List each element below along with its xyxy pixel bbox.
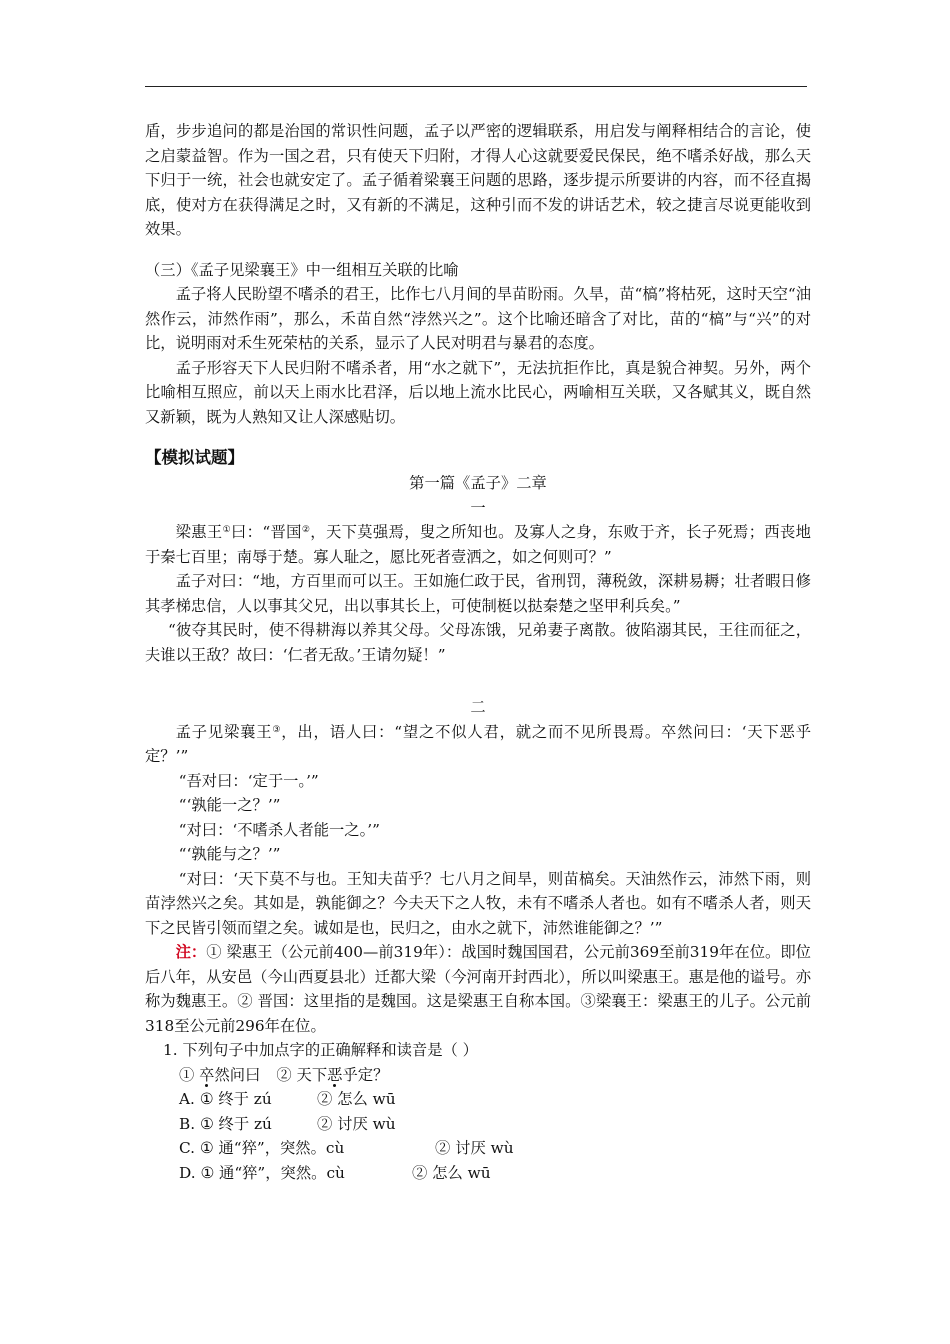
item-text: ② 天下 bbox=[276, 1065, 328, 1084]
option-c[interactable] bbox=[145, 1136, 811, 1161]
notes-paragraph bbox=[145, 940, 811, 1038]
part1-paragraph-3: “彼夺其民时，使不得耕海以养其父母。父母冻饿，兄弟妻子离散。彼陷溺其民，王往而征之，夫谁以王敌？故曰：‘仁者无敌。’王请勿疑！” bbox=[145, 621, 811, 664]
part2-line-5: “‘孰能与之？’” bbox=[178, 845, 281, 863]
option-d-part2: ② 怎么 wū bbox=[412, 1163, 491, 1182]
section3-title: （三）《孟子见梁襄王》中一组相互关联的比喻 bbox=[145, 260, 459, 279]
section3-paragraph-2: 孟子形容天下人民归附不嗜杀者，用“水之就下”，无法抗拒作比，真是貌合神契。另外，两个比喻相互照应，前以天上雨水比君泽，后以地上流水比民心，两喻相互关联，又各赋其义，既自然又新颖，既为人熟知又让人深感贴切。 bbox=[145, 358, 811, 426]
option-b-part2: ② 讨厌 wù bbox=[317, 1114, 396, 1133]
dotted-char: 恶 bbox=[327, 1065, 343, 1084]
part2-line-2: “吾对曰：‘定于一。’” bbox=[178, 771, 319, 790]
part2-paragraph-6: “对曰：‘天下莫不与也。王知夫苗乎？七八月之间旱，则苗槁矣。天油然作云，沛然下雨，则苗浡然兴之矣。其如是，孰能御之？今夫天下之人牧，未有不嗜杀人者也。如有不嗜杀人者，则天下之民皆引领而望之矣。诚如是也，民归之，由水之就下，沛然谁能御之？’” bbox=[145, 869, 811, 937]
option-c-part1: C. ① 通“猝”，突然。cù bbox=[179, 1139, 345, 1157]
intro-paragraph: 盾，步步追问的都是治国的常识性问题，孟子以严密的逻辑联系，用启发与阐释相结合的言论，使之启蒙益智。作为一国之君，只有使天下归附，才得人心这就要爱民保民，绝不嗜杀好战，那么天下归于一统，社会也就安定了。孟子循着梁襄王问题的思路，逐步提示所要讲的内容，而不径直揭底，使对方在获得满足之时，又有新的不满足，这种引而不发的讲话艺术，较之捷言尽说更能收到效果。 bbox=[145, 122, 811, 238]
footnote-ref-1: ① bbox=[222, 525, 232, 535]
part1-text: ，天下莫强焉，叟之所知也。及寡人之身，东败于齐，长子死焉；西丧地于秦七百里；南辱于楚。寡人耻之，愿比死者壹洒之，如之何则可？” bbox=[145, 523, 811, 566]
option-a-part1: A. ① 终于 zú bbox=[179, 1090, 272, 1108]
option-d[interactable] bbox=[145, 1161, 811, 1186]
notes-label: 注： bbox=[175, 943, 207, 961]
part2-text: ，出，语人曰：“望之不似人君，就之而不见所畏焉。卒然问曰：‘天下恶乎定？’” bbox=[145, 722, 811, 765]
option-b[interactable] bbox=[145, 1112, 811, 1137]
footnote-ref-3: ③ bbox=[272, 724, 282, 735]
item-text: ① bbox=[179, 1065, 200, 1084]
header-rule bbox=[145, 86, 807, 87]
item-text: 然问曰 bbox=[214, 1065, 261, 1084]
part1-paragraph-2: 孟子对曰：“地，方百里而可以王。王如施仁政于民，省刑罚，薄税敛，深耕易耨；壮者暇日修其孝梯忠信，人以事其父兄，出以事其长上，可使制梃以挞秦楚之坚甲利兵矣。” bbox=[145, 572, 811, 615]
part2-line-3: “‘孰能一之？’” bbox=[178, 796, 281, 814]
option-d-part1: D. ① 通“猝”，突然。cù bbox=[179, 1163, 345, 1182]
option-a-part2: ② 怎么 wū bbox=[317, 1090, 396, 1108]
part2-paragraph-1 bbox=[145, 720, 811, 769]
item-text: 乎定？ bbox=[342, 1065, 389, 1084]
part1-text: 曰：“晋国 bbox=[231, 523, 302, 541]
question-1-stem: 1. 下列句子中加点字的正确解释和读音是（ ） bbox=[163, 1041, 478, 1059]
part2-number: 二 bbox=[470, 698, 486, 716]
question-1-items bbox=[145, 1063, 811, 1088]
part2-line-4: “对曰：‘不嗜杀人者能一之。’” bbox=[178, 820, 380, 839]
section3-paragraph-1: 孟子将人民盼望不嗜杀的君王，比作七八月间的旱苗盼雨。久旱，苗“槁”将枯死，这时天空“油然作云，沛然作雨”，那么，禾苗自然“浡然兴之”。这个比喻还暗含了对比，苗的“槁”与“兴”的对比，说明雨对禾生死荣枯的关系，显示了人民对明君与暴君的态度。 bbox=[145, 285, 811, 352]
part1-paragraph-1 bbox=[145, 520, 811, 569]
document-body bbox=[145, 119, 811, 1185]
article-title: 第一篇《孟子》二章 bbox=[409, 474, 547, 492]
option-a[interactable] bbox=[145, 1087, 811, 1112]
notes-text: ① 梁惠王（公元前400—前319年）：战国时魏国国君，公元前369至前319年在位。即位后八年，从安邑（今山西夏县北）迁都大梁（今河南开封西北），所以叫梁惠王。惠是他的谥号。亦称为魏惠王。② 晋国：这里指的是魏国。这是梁惠王自称本国。③梁襄王：梁惠王的儿子。公元前318至公元前296年在位。 bbox=[145, 943, 811, 1035]
part1-number: 一 bbox=[470, 498, 486, 517]
part1-text: 梁惠王 bbox=[175, 523, 223, 541]
part2-text: 孟子见梁襄王 bbox=[175, 722, 273, 741]
footnote-ref-2: ② bbox=[301, 525, 311, 535]
dotted-char: 卒 bbox=[199, 1065, 215, 1084]
mock-exam-heading: 【模拟试题】 bbox=[145, 448, 244, 467]
option-c-part2: ② 讨厌 wù bbox=[435, 1139, 514, 1157]
option-b-part1: B. ① 终于 zú bbox=[179, 1114, 272, 1133]
